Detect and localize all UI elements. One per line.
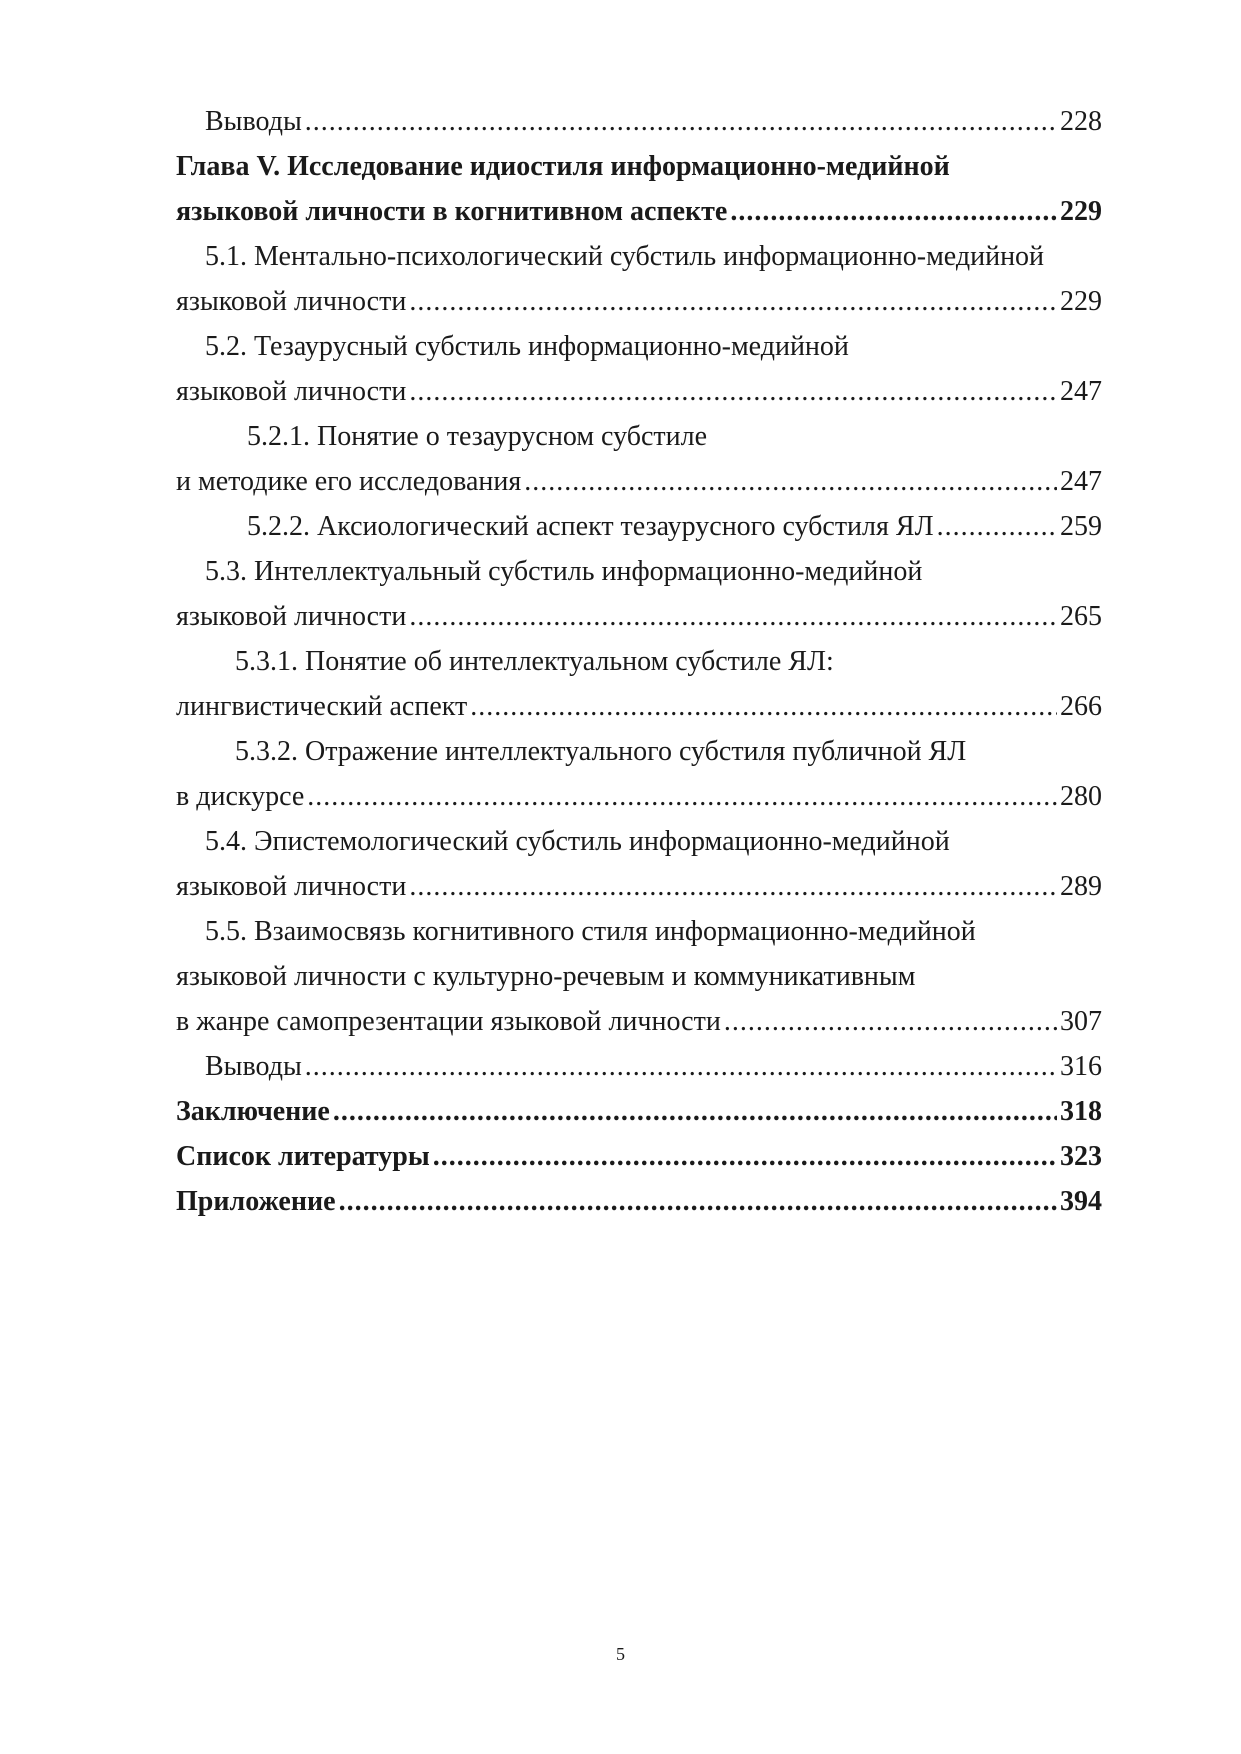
toc-entry-conclusion[interactable] (176, 1090, 1102, 1134)
toc-entry-title: языковой личности (176, 286, 407, 317)
toc-entry-chapter-5[interactable] (176, 190, 1102, 234)
toc-entry-appendix[interactable] (176, 1180, 1102, 1224)
toc-entry-title: языковой личности (176, 871, 407, 902)
toc-subsection-title-line (235, 640, 1102, 684)
toc-line-text: 5.3.2. Отражение интеллектуального субстиля публичной ЯЛ (235, 736, 967, 767)
toc-section-title-line (205, 820, 1102, 864)
toc-entry-title: Список литературы (176, 1141, 430, 1172)
toc-entry-title: в дискурсе (176, 781, 305, 812)
toc-entry-page: 229 (1060, 196, 1102, 227)
toc-entry-title: 5.2.2. Аксиологический аспект тезаурусного субстиля ЯЛ (247, 511, 934, 542)
toc-entry-page: 266 (1060, 691, 1102, 722)
toc-entry-conclusions-ch5[interactable] (205, 1045, 1102, 1089)
toc-chapter-title-line (176, 145, 1102, 189)
toc-entry-page: 316 (1060, 1051, 1102, 1082)
toc-entry-title: языковой личности (176, 601, 407, 632)
toc-entry-page: 394 (1060, 1186, 1102, 1217)
toc-entry-5-4[interactable] (176, 865, 1102, 909)
toc-entry-page: 265 (1060, 601, 1102, 632)
toc-entry-bibliography[interactable] (176, 1135, 1102, 1179)
toc-entry-title: лингвистический аспект (176, 691, 468, 722)
toc-entry-title: Выводы (205, 1051, 302, 1082)
toc-section-title-line (176, 955, 1102, 999)
toc-line-text: 5.3. Интеллектуальный субстиль информационно-медийной (205, 556, 923, 587)
leader-dots (409, 280, 1057, 324)
leader-dots (724, 1000, 1057, 1044)
toc-subsection-title-line (235, 730, 1102, 774)
toc-line-text: 5.3.1. Понятие об интеллектуальном субстиле ЯЛ: (235, 646, 834, 677)
toc-entry-5-3[interactable] (176, 595, 1102, 639)
toc-line-text: Глава V. Исследование идиостиля информационно-медийной (176, 151, 950, 182)
leader-dots (307, 775, 1057, 819)
leader-dots (730, 190, 1057, 234)
toc-entry-page: 228 (1060, 106, 1102, 137)
toc-line-text: 5.1. Ментально-психологический субстиль информационно-медийной (205, 241, 1045, 272)
leader-dots (470, 685, 1057, 729)
toc-section-title-line (205, 550, 1102, 594)
leader-dots (409, 865, 1057, 909)
page-number: 5 (616, 1644, 625, 1664)
toc-entry-page: 247 (1060, 376, 1102, 407)
leader-dots (305, 100, 1057, 144)
toc-entry-5-3-1[interactable] (176, 685, 1102, 729)
leader-dots (409, 595, 1057, 639)
toc-entry-title: языковой личности в когнитивном аспекте (176, 196, 728, 227)
toc-entry-page: 289 (1060, 871, 1102, 902)
leader-dots (433, 1135, 1057, 1179)
toc-entry-5-1[interactable] (176, 280, 1102, 324)
toc-section-title-line (205, 910, 1102, 954)
leader-dots (339, 1180, 1057, 1224)
toc-entry-title: и методике его исследования (176, 466, 522, 497)
toc-line-text: 5.5. Взаимосвязь когнитивного стиля информационно-медийной (205, 916, 976, 947)
toc-entry-page: 247 (1060, 466, 1102, 497)
leader-dots (937, 505, 1057, 549)
toc-line-text: языковой личности с культурно-речевым и коммуникативным (176, 961, 916, 992)
leader-dots (409, 370, 1057, 414)
toc-entry-title: Заключение (176, 1096, 330, 1127)
toc-entry-title: в жанре самопрезентации языковой личности (176, 1006, 721, 1037)
toc-entry-5-2[interactable] (176, 370, 1102, 414)
toc-entry-page: 259 (1060, 511, 1102, 542)
leader-dots (524, 460, 1057, 504)
toc-entry-page: 323 (1060, 1141, 1102, 1172)
toc-entry-5-2-1[interactable] (176, 460, 1102, 504)
leader-dots (305, 1045, 1057, 1089)
toc-entry-conclusions-ch4[interactable] (205, 100, 1102, 144)
toc-entry-5-5[interactable] (176, 1000, 1102, 1044)
toc-entry-title: языковой личности (176, 376, 407, 407)
toc-entry-page: 307 (1060, 1006, 1102, 1037)
toc-entry-title: Приложение (176, 1186, 336, 1217)
toc-entry-page: 318 (1060, 1096, 1102, 1127)
toc-entry-page: 229 (1060, 286, 1102, 317)
toc-entry-5-3-2[interactable] (176, 775, 1102, 819)
toc-line-text: 5.2.1. Понятие о тезаурусном субстиле (247, 421, 708, 452)
toc-entry-5-2-2[interactable] (247, 505, 1102, 549)
toc-entry-page: 280 (1060, 781, 1102, 812)
toc-entry-title: Выводы (205, 106, 302, 137)
toc-line-text: 5.4. Эпистемологический субстиль информационно-медийной (205, 826, 950, 857)
leader-dots (333, 1090, 1057, 1134)
toc-section-title-line (205, 325, 1102, 369)
toc-line-text: 5.2. Тезаурусный субстиль информационно-медийной (205, 331, 849, 362)
toc-subsection-title-line (247, 415, 1102, 459)
toc-section-title-line (205, 235, 1102, 279)
